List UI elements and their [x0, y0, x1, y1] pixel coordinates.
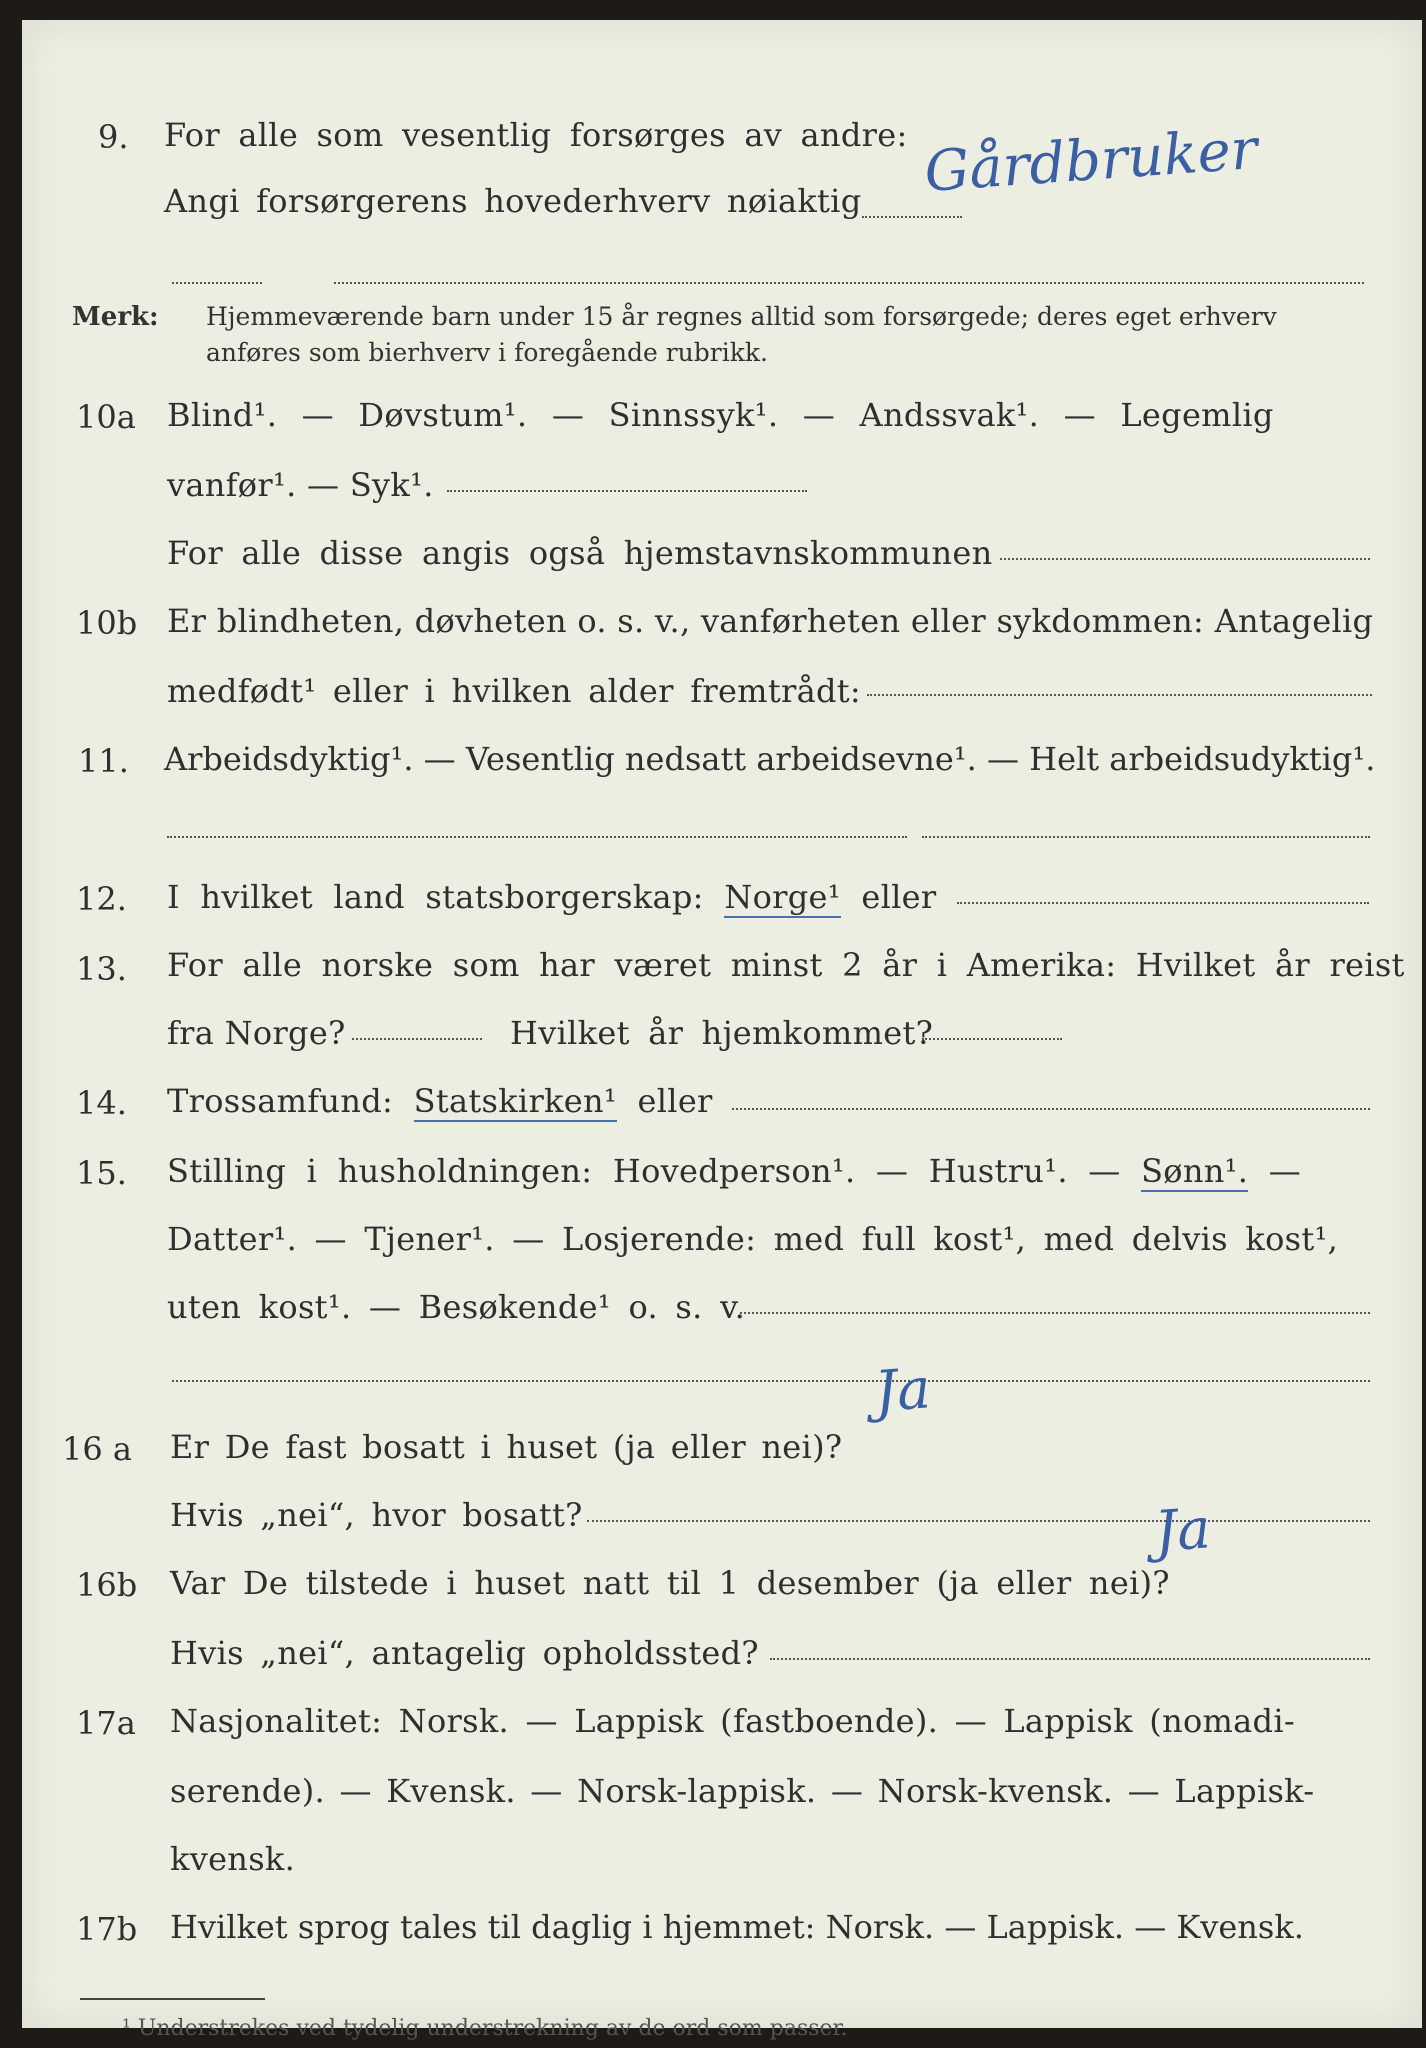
q12-number: 12. [76, 880, 127, 918]
q13-hjemkommet-line [922, 1038, 1062, 1040]
q10b-number: 10b [76, 604, 138, 642]
q15-line1-text: Stilling i husholdningen: Hovedperson¹. — Hustru¹. — [167, 1152, 1121, 1190]
footnote-text: ¹ Understrekes ved tydelig understrekning av de ord som passer. [122, 2016, 848, 2041]
q17b-number: 17b [76, 1910, 138, 1948]
q10b-line2: medfødt¹ eller i hvilken alder fremtrådt: [167, 672, 861, 710]
q14-line [167, 1082, 713, 1122]
q13-line1: For alle norske som har været minst 2 år i Amerika: Hvilket år reist [167, 946, 1405, 984]
q9-line1: For alle som vesentlig forsørges av andre: [164, 116, 908, 154]
q15-number: 15. [76, 1154, 127, 1192]
q16a-answer-line [587, 1520, 1370, 1522]
q15-line1-dash: — [1268, 1152, 1302, 1190]
footnote-rule [80, 1998, 265, 2000]
q16a-handwritten-answer: Ja [872, 1356, 933, 1425]
q10a-line2: vanfør¹. — Syk¹. [167, 466, 434, 504]
q16b-answer-line [770, 1658, 1370, 1660]
q15-line3: uten kost¹. — Besøkende¹ o. s. v. [167, 1288, 746, 1326]
q9-number: 9. [98, 118, 129, 156]
q9-answer-line [862, 216, 962, 218]
q16b-line1: Var De tilstede i huset natt til 1 desember (ja eller nei)? [170, 1564, 1170, 1602]
q16a-line1: Er De fast bosatt i huset (ja eller nei)? [170, 1428, 843, 1466]
q16b-line2: Hvis „nei“, antagelig opholdssted? [170, 1634, 759, 1672]
q9-handwritten-answer: Gårdbruker [922, 116, 1260, 205]
q15-sonn-underlined: Sønn¹. [1141, 1152, 1249, 1190]
q10b-line1: Er blindheten, døvheten o. s. v., vanførheten eller sykdommen: Antagelig [167, 602, 1374, 640]
q12-norge-underlined: Norge¹ [724, 878, 841, 916]
q9-line2: Angi forsørgerens hovederhverv nøiaktig [164, 182, 862, 220]
merk-label: Merk: [72, 302, 159, 332]
q17b-line1: Hvilket sprog tales til daglig i hjemmet: Norsk. — Lappisk. — Kvensk. [170, 1908, 1304, 1946]
q15-line1 [167, 1152, 1301, 1192]
q15-blank-line [172, 1380, 1370, 1382]
q13-reist-line [352, 1038, 482, 1040]
q14-question: Trossamfund: [167, 1082, 394, 1120]
q17a-number: 17a [76, 1704, 136, 1742]
q15-line2: Datter¹. — Tjener¹. — Losjerende: med full kost¹, med delvis kost¹, [167, 1220, 1339, 1258]
q10a-syk-line [447, 490, 807, 492]
q14-statskirken-underlined: Statskirken¹ [413, 1082, 618, 1120]
q10a-hjemstavn-line [1000, 558, 1370, 560]
q12-eller: eller [861, 878, 937, 916]
q12-question: I hvilket land statsborgerskap: [167, 878, 704, 916]
merk-line2: anføres som bierhverv i foregående rubrikk. [206, 338, 768, 367]
census-form-page [22, 20, 1422, 2041]
q10a-line3: For alle disse angis også hjemstavnskommunen [167, 534, 993, 572]
q11-blank-line-b [922, 836, 1370, 838]
q17a-line2: serende). — Kvensk. — Norsk-lappisk. — Norsk-kvensk. — Lappisk- [170, 1772, 1315, 1810]
q13-line2b: Hvilket år hjemkommet? [510, 1014, 934, 1052]
q13-number: 13. [76, 950, 127, 988]
q14-answer-line [732, 1108, 1370, 1110]
q17a-line3: kvensk. [170, 1840, 296, 1878]
q13-line2a: fra Norge? [167, 1014, 346, 1052]
q11-number: 11. [78, 742, 129, 780]
q11-line1: Arbeidsdyktig¹. — Vesentlig nedsatt arbeidsevne¹. — Helt arbeidsudyktig¹. [164, 740, 1376, 778]
q9-blank-line-b [334, 282, 1364, 284]
q14-number: 14. [76, 1084, 127, 1122]
q14-eller: eller [637, 1082, 713, 1120]
q16a-number: 16 a [62, 1430, 132, 1468]
q16b-number: 16b [76, 1566, 138, 1604]
q15-answer-line [740, 1312, 1370, 1314]
q16a-line2: Hvis „nei“, hvor bosatt? [170, 1496, 583, 1534]
q11-blank-line-a [167, 836, 907, 838]
q10a-number: 10a [76, 398, 136, 436]
q10b-answer-line [867, 694, 1372, 696]
q10a-line1: Blind¹. — Døvstum¹. — Sinnssyk¹. — Andssvak¹. — Legemlig [167, 396, 1274, 434]
q16b-handwritten-answer: Ja [1152, 1496, 1213, 1565]
q12-answer-line [957, 902, 1369, 904]
q12-line [167, 878, 937, 918]
q9-blank-line-a [172, 282, 262, 284]
merk-line1: Hjemmeværende barn under 15 år regnes alltid som forsørgede; deres eget erhverv [206, 302, 1277, 331]
q17a-line1: Nasjonalitet: Norsk. — Lappisk (fastboende). — Lappisk (nomadi- [170, 1702, 1295, 1740]
